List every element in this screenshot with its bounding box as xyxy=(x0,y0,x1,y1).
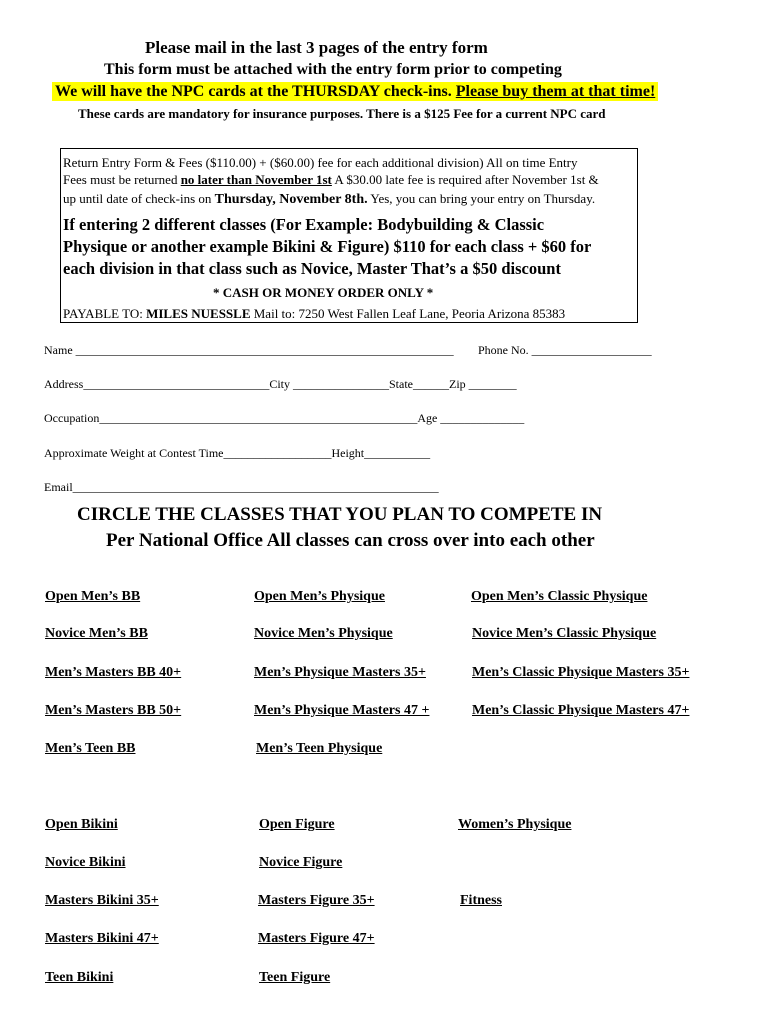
class-open-bikini[interactable]: Open Bikini xyxy=(45,817,118,832)
class-novice-mens-physique[interactable]: Novice Men’s Physique xyxy=(254,626,393,641)
fee-line-2 xyxy=(63,172,599,188)
fee-line-1: Return Entry Form & Fees ($110.00) + ($60.00) fee for each additional division) All on time Entry xyxy=(63,155,578,170)
fee-line-3 xyxy=(63,191,595,208)
payment-method-note: * CASH OR MONEY ORDER ONLY * xyxy=(213,285,434,300)
discount-line-3: each division in that class such as Novice, Master That’s a $50 discount xyxy=(63,259,561,278)
occupation-field[interactable]: Occupation_____________________________________________________Age ______________ xyxy=(44,411,525,425)
npc-buy-notice: Please buy them at that time! xyxy=(455,83,656,100)
payable-label: PAYABLE TO: xyxy=(63,306,147,321)
class-teen-figure[interactable]: Teen Figure xyxy=(259,970,331,985)
phone-field[interactable]: Phone No. ____________________ xyxy=(478,343,652,357)
address-field[interactable]: Address_______________________________City ________________State______Zip ________ xyxy=(44,377,517,391)
discount-line-2: Physique or another example Bikini & Figure) $110 for each class + $60 for xyxy=(63,237,592,256)
class-masters-figure-35[interactable]: Masters Figure 35+ xyxy=(258,893,375,908)
class-novice-mens-classic-physique[interactable]: Novice Men’s Classic Physique xyxy=(472,626,657,641)
fee-line-2a: Fees must be returned xyxy=(63,172,181,187)
npc-card-fee-note: These cards are mandatory for insurance purposes. There is a $125 Fee for a current NPC card xyxy=(78,106,606,121)
class-open-mens-physique[interactable]: Open Men’s Physique xyxy=(254,589,385,604)
classes-heading: CIRCLE THE CLASSES THAT YOU PLAN TO COMPETE IN xyxy=(77,504,603,525)
instruction-mail-pages: Please mail in the last 3 pages of the entry form xyxy=(145,38,488,57)
npc-cards-notice xyxy=(52,83,658,101)
class-mens-teen-bb[interactable]: Men’s Teen BB xyxy=(45,741,136,756)
class-mens-classic-physique-masters-35[interactable]: Men’s Classic Physique Masters 35+ xyxy=(472,665,690,680)
fee-line-2c: A $30.00 late fee is required after November 1st & xyxy=(331,172,599,187)
class-fitness[interactable]: Fitness xyxy=(460,893,502,908)
fee-line-3a: up until date of check-ins on xyxy=(63,191,215,206)
checkin-date: Thursday, November 8th. xyxy=(214,192,368,207)
npc-cards-text: We will have the NPC cards at the THURSDAY check-ins. xyxy=(55,83,456,100)
class-masters-figure-47[interactable]: Masters Figure 47+ xyxy=(258,931,375,946)
class-teen-bikini[interactable]: Teen Bikini xyxy=(45,970,114,985)
payable-to-line xyxy=(63,306,565,322)
class-mens-masters-bb-50[interactable]: Men’s Masters BB 50+ xyxy=(45,703,182,718)
class-novice-mens-bb[interactable]: Novice Men’s BB xyxy=(45,626,148,641)
class-mens-masters-bb-40[interactable]: Men’s Masters BB 40+ xyxy=(45,665,182,680)
class-mens-classic-physique-masters-47[interactable]: Men’s Classic Physique Masters 47+ xyxy=(472,703,690,718)
class-novice-bikini[interactable]: Novice Bikini xyxy=(45,855,126,870)
class-novice-figure[interactable]: Novice Figure xyxy=(259,855,343,870)
instruction-attach-form: This form must be attached with the entry form prior to competing xyxy=(104,61,562,78)
payee-name: MILES NUESSLE xyxy=(146,306,251,321)
class-open-mens-bb[interactable]: Open Men’s BB xyxy=(45,589,141,604)
class-masters-bikini-47[interactable]: Masters Bikini 47+ xyxy=(45,931,159,946)
class-mens-teen-physique[interactable]: Men’s Teen Physique xyxy=(256,741,383,756)
class-open-mens-classic-physique[interactable]: Open Men’s Classic Physique xyxy=(471,589,648,604)
deadline-text: no later than November 1st xyxy=(180,172,332,187)
mailing-address: Mail to: 7250 West Fallen Leaf Lane, Peoria Arizona 85383 xyxy=(250,306,566,321)
class-masters-bikini-35[interactable]: Masters Bikini 35+ xyxy=(45,893,159,908)
discount-line-1: If entering 2 different classes (For Example: Bodybuilding & Classic xyxy=(63,215,545,234)
weight-height-field[interactable]: Approximate Weight at Contest Time__________________Height___________ xyxy=(44,446,431,460)
name-field[interactable]: Name _______________________________________________________________ xyxy=(44,343,454,357)
class-womens-physique[interactable]: Women’s Physique xyxy=(458,817,572,832)
classes-subheading: Per National Office All classes can cross over into each other xyxy=(106,530,595,551)
class-mens-physique-masters-47[interactable]: Men’s Physique Masters 47 + xyxy=(254,703,430,718)
class-mens-physique-masters-35[interactable]: Men’s Physique Masters 35+ xyxy=(254,665,426,680)
email-field[interactable]: Email_____________________________________________________________ xyxy=(44,480,439,494)
class-open-figure[interactable]: Open Figure xyxy=(259,817,335,832)
fee-line-3c: Yes, you can bring your entry on Thursday. xyxy=(367,191,596,206)
